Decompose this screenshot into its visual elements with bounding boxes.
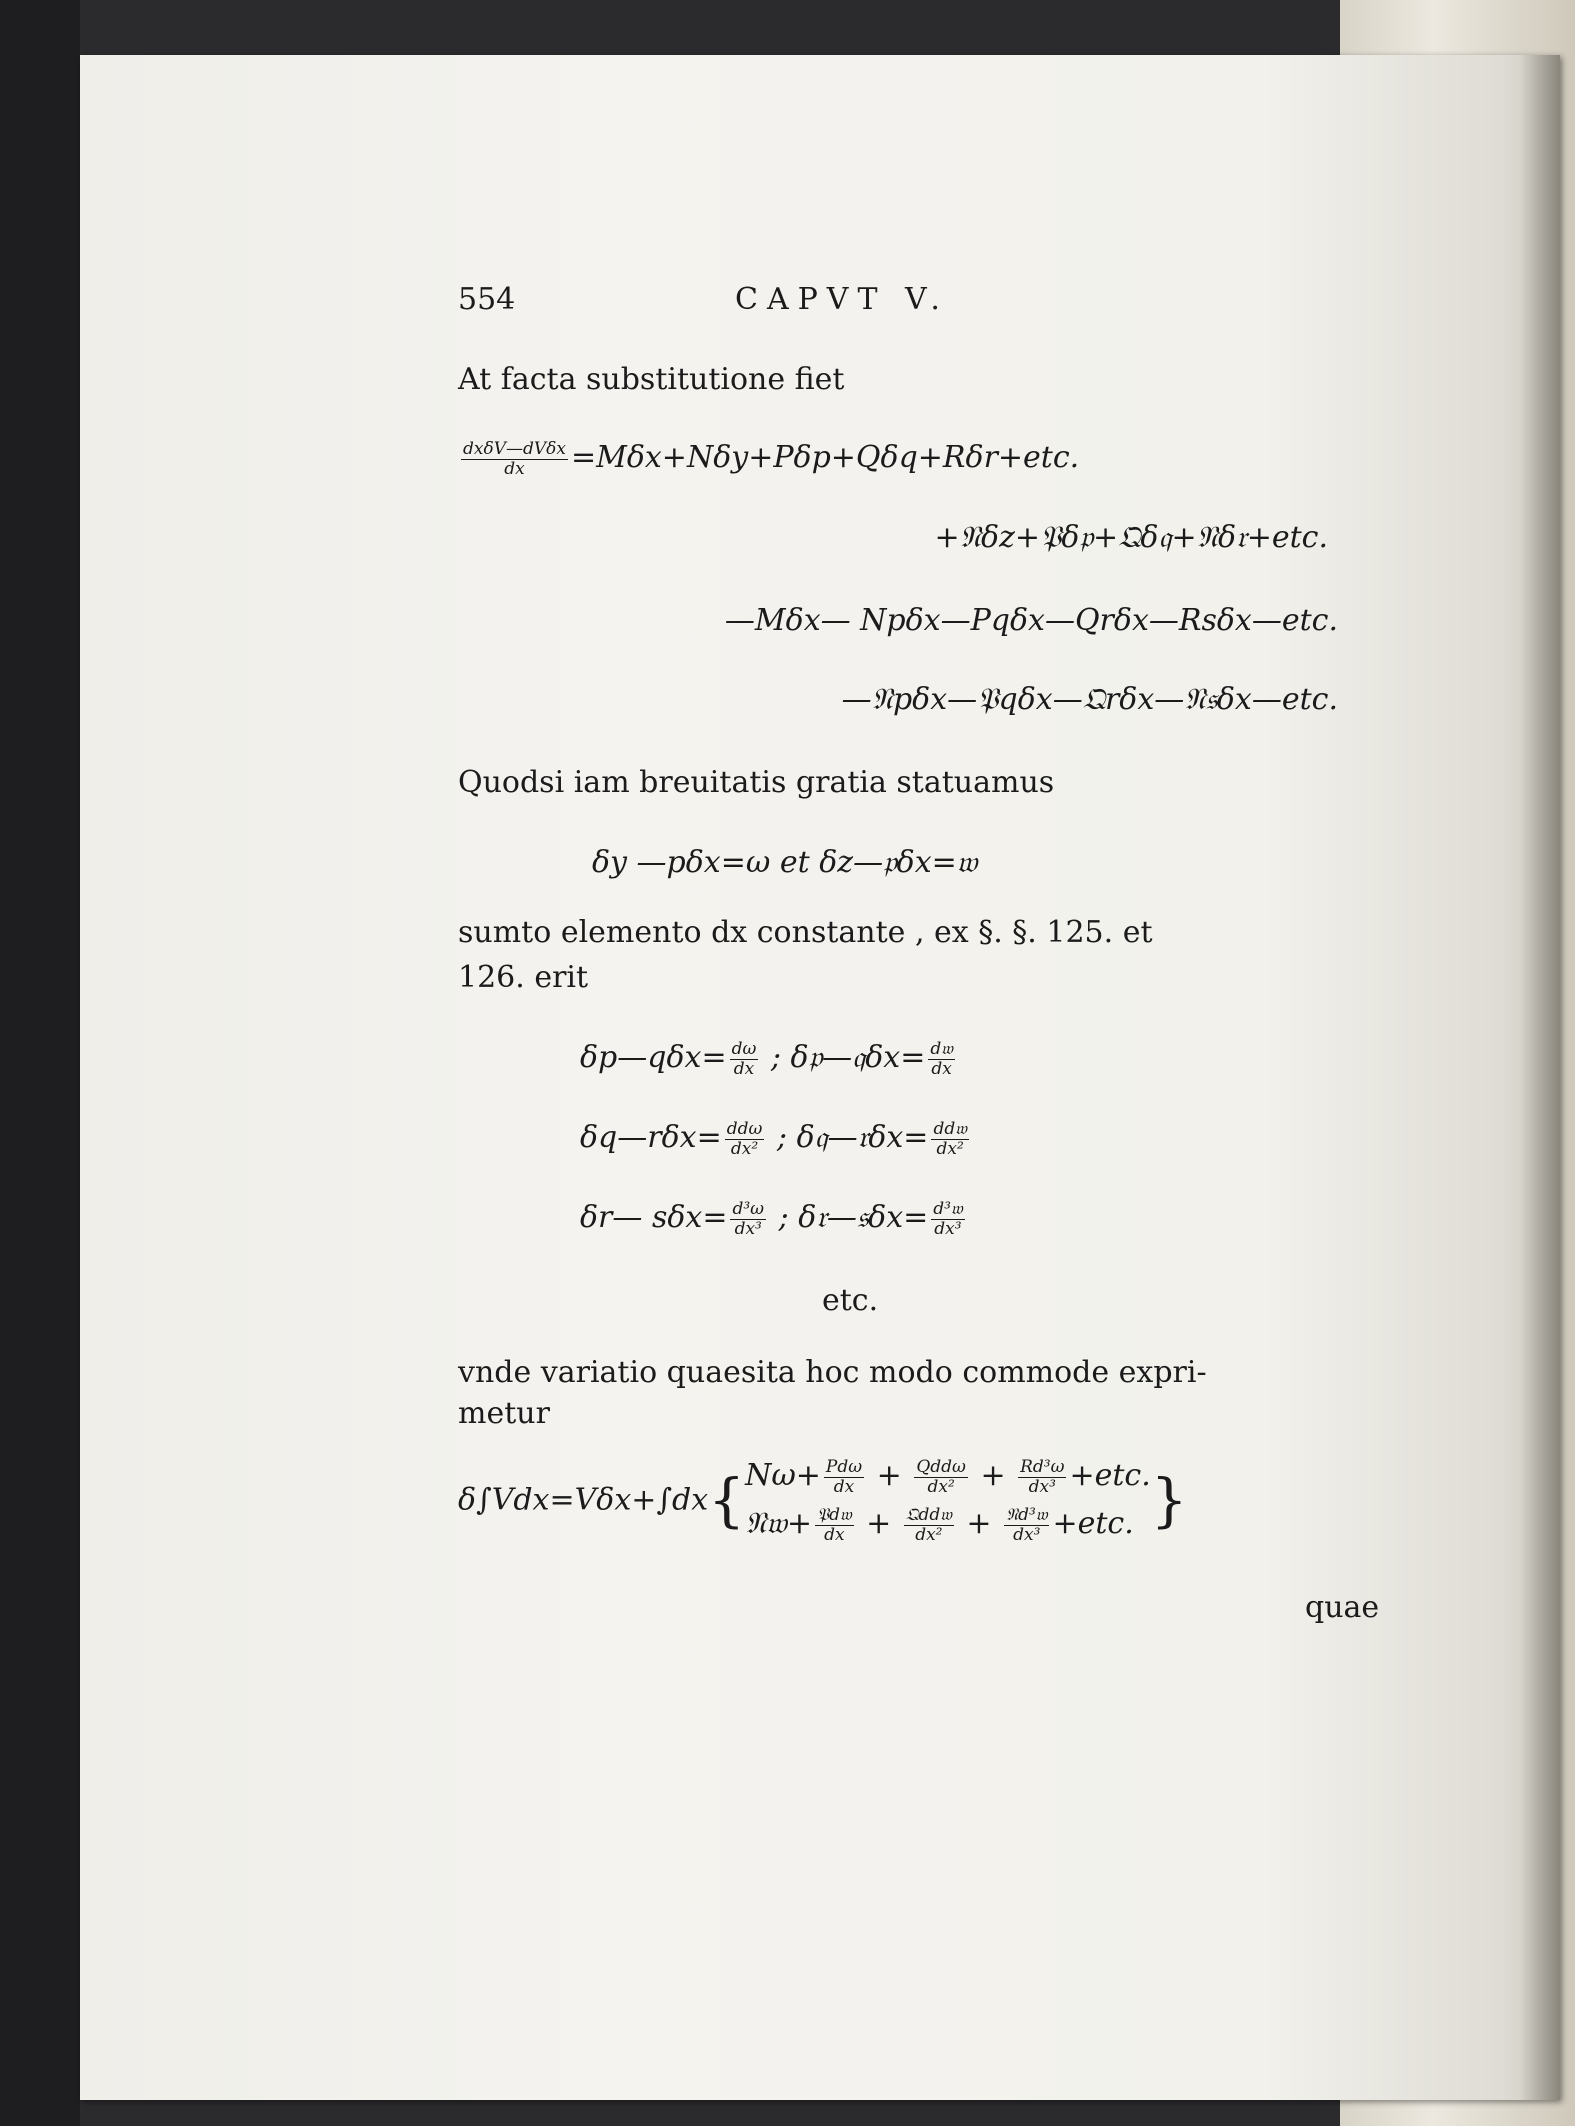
definition-line: δy —pδx=ω et δz—𝔭δx=𝔴 [592,845,978,880]
fraction-denominator: dx² [936,1138,964,1159]
fraction [815,1506,854,1544]
final-rows [745,1452,1151,1548]
equation-line-1 [458,440,1079,478]
fraction [725,1120,765,1158]
etc-line: etc. [822,1283,879,1318]
final-row-1 [745,1452,1151,1500]
relation-line-1 [580,1040,958,1078]
fraction [461,440,568,478]
fraction [904,1506,954,1544]
relation-line-3 [580,1200,968,1238]
scan-background-left [0,0,80,2126]
fraction [824,1458,864,1496]
fraction-denominator: dx³ [1028,1476,1056,1497]
intro-line: At facta substitutione fiet [458,362,845,397]
plus-sign: + [970,1458,1016,1493]
fraction-numerator: dω [731,1039,757,1059]
fraction-denominator: dx³ [934,1218,962,1239]
fraction [730,1040,759,1078]
fraction-denominator: dx² [915,1524,943,1545]
relation-separator: ; [769,1200,799,1236]
sumto-line-1: sumto elemento dx constante , ex §. §. 125. et [458,915,1153,950]
fraction-numerator: Qddω [916,1456,966,1477]
fraction-numerator: Pdω [825,1456,863,1477]
equation-line-4: —𝔑pδx—𝔓qδx—𝔔rδx—𝔑𝔰δx—etc. [841,682,1338,717]
fraction [931,1200,964,1238]
fraction-numerator: d𝔴 [930,1039,953,1059]
catchword: quae [1305,1590,1380,1625]
sumto-line-2: 126. erit [458,960,589,995]
quodsi-line: Quodsi iam breuitatis gratia statuamus [458,765,1055,800]
fraction-denominator: dx [733,1058,755,1079]
final-equation [458,1452,1188,1548]
running-head: CAPVT V. [735,282,949,317]
fraction-denominator: dx³ [734,1218,762,1239]
term-tail: +etc. [1069,1458,1151,1493]
relation-left: δq—rδx= [580,1120,722,1156]
fraction-numerator: d³𝔴 [933,1199,963,1219]
fraction-denominator: dx [824,1524,845,1545]
equation-line-3: —Mδx— Npδx—Pqδx—Qrδx—Rsδx—etc. [724,603,1338,638]
term-tail: +etc. [1052,1506,1134,1541]
fraction-numerator: d³ω [732,1199,765,1219]
fraction-numerator: Rd³ω [1020,1456,1065,1477]
plus-sign: + [856,1506,901,1541]
term: Nω+ [745,1458,821,1493]
term: 𝔑𝔴+ [745,1506,813,1541]
fraction-denominator: dx [833,1476,855,1497]
fraction [1004,1506,1049,1544]
fraction-denominator: dx [504,458,525,479]
right-brace: } [1150,1466,1188,1534]
page-number: 554 [458,282,516,317]
vnde-line-2: metur [458,1396,550,1431]
fraction [730,1200,766,1238]
relation-left: δr— sδx= [580,1200,728,1236]
left-brace: { [708,1466,746,1534]
relation-right: δ𝔮—𝔯δx= [796,1120,929,1156]
fraction-numerator: 𝔑d³𝔴 [1006,1504,1048,1525]
plus-sign: + [867,1458,912,1493]
page-gutter-shadow [1520,55,1560,2100]
equation-line-2: +𝔑δz+𝔓δ𝔭+𝔔δ𝔮+𝔑δ𝔯+etc. [934,520,1328,555]
fraction-denominator: dx² [730,1138,759,1159]
fraction-numerator: 𝔓d𝔴 [817,1504,852,1525]
relation-right: δ𝔯—𝔰δx= [798,1200,929,1236]
equation-text: =Mδx+Nδy+Pδp+Qδq+Rδr+etc. [570,440,1080,476]
relation-separator: ; [761,1040,791,1076]
fraction [928,1040,955,1078]
relation-separator: ; [767,1120,797,1156]
relation-right: δ𝔭—𝔮δx= [790,1040,926,1076]
final-lhs: δ∫Vdx=Vδx+∫dx [458,1482,709,1518]
fraction-numerator: 𝔔dd𝔴 [905,1504,952,1525]
fraction-numerator: dd𝔴 [933,1119,967,1139]
fraction-numerator: ddω [726,1119,763,1139]
final-row-2 [745,1500,1151,1548]
relation-left: δp—qδx= [580,1040,727,1076]
fraction [1018,1458,1066,1496]
plus-sign: + [956,1506,1002,1541]
fraction-numerator: dxδV—dVδx [463,439,566,459]
fraction-denominator: dx [931,1058,952,1079]
fraction [914,1458,968,1496]
vnde-line-1: vnde variatio quaesita hoc modo commode expri- [458,1355,1207,1390]
relation-line-2 [580,1120,972,1158]
fraction-denominator: dx³ [1013,1524,1041,1545]
fraction [931,1120,968,1158]
fraction-denominator: dx² [927,1476,955,1497]
